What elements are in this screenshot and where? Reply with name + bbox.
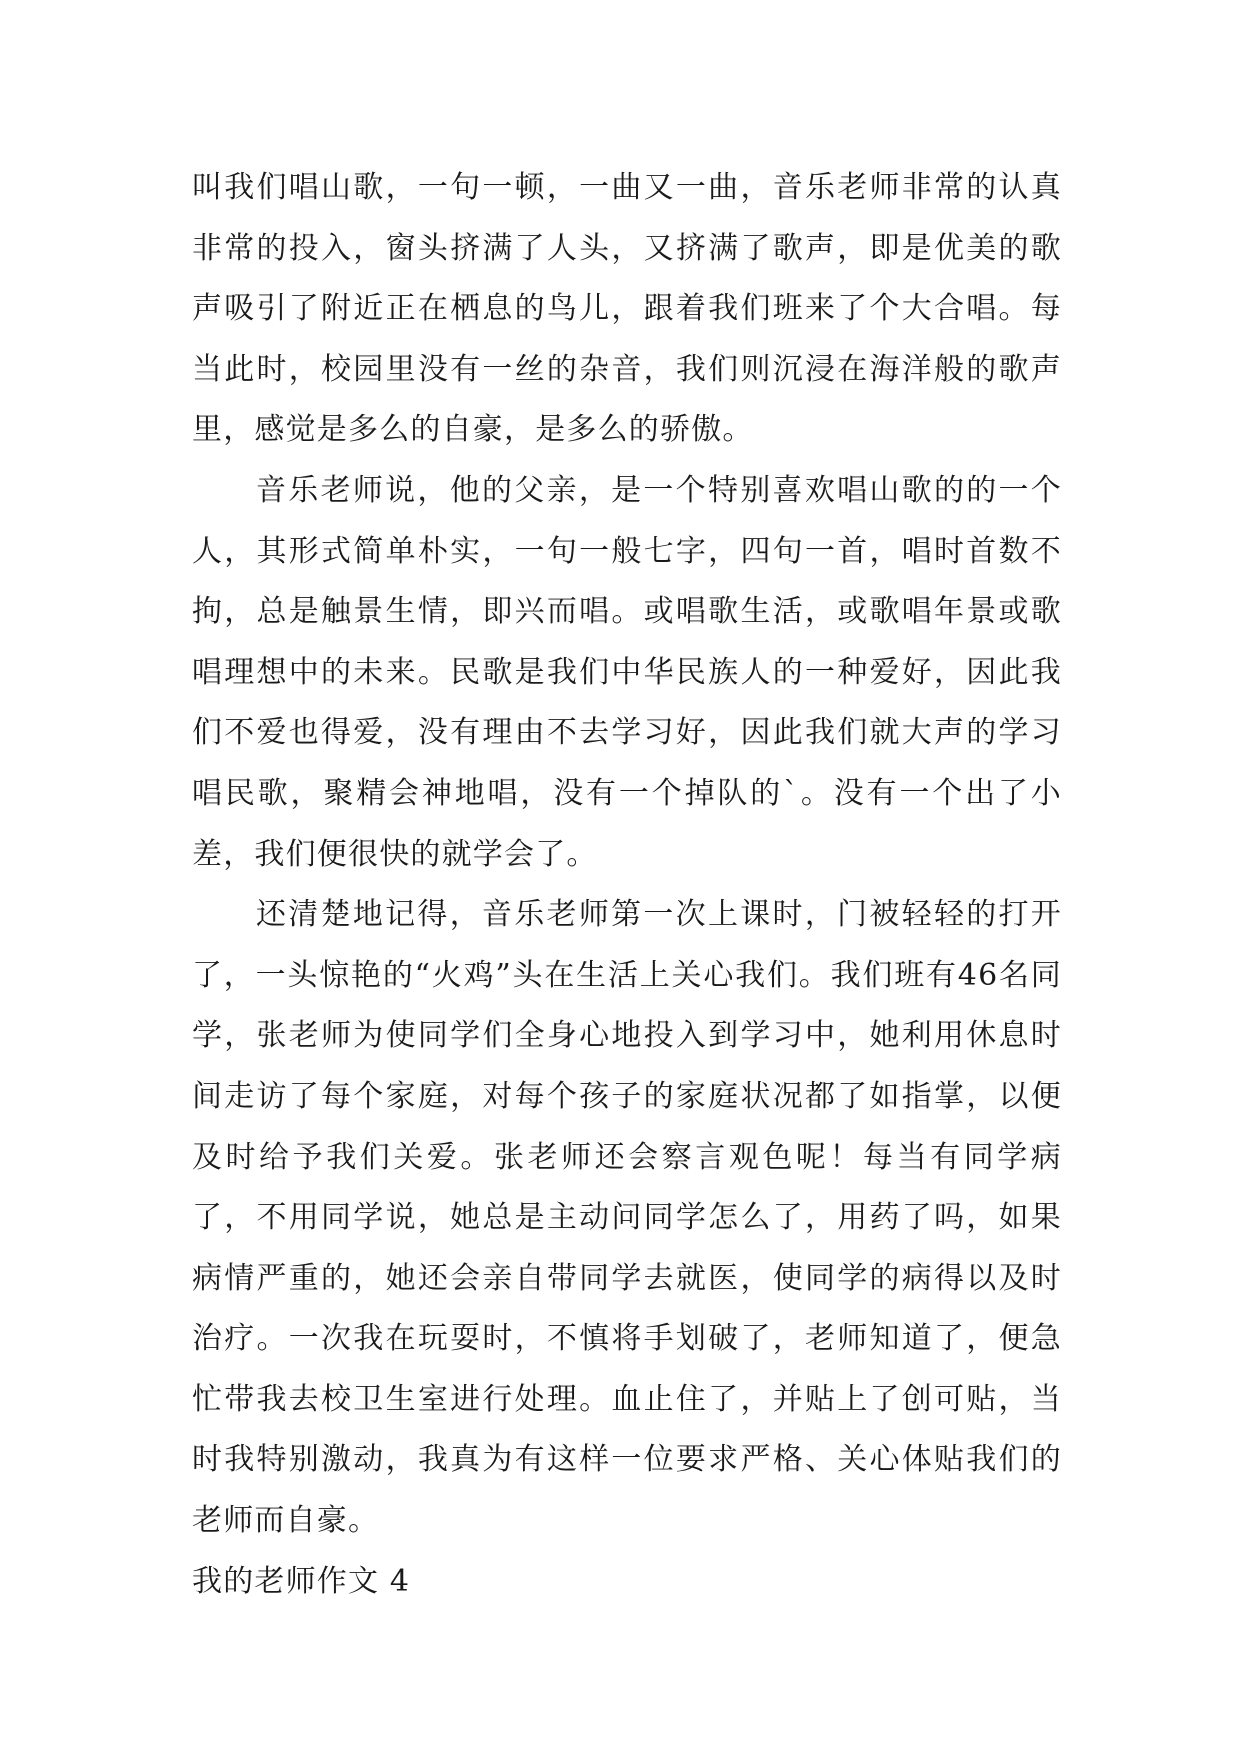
- paragraph-2: 音乐老师说，他的父亲，是一个特别喜欢唱山歌的的一个人，其形式简单朴实，一句一般七字，四句一首，唱时首数不拘，总是触景生情，即兴而唱。或唱歌生活，或歌唱年景或歌唱理想中的未来。民歌是我们中华民族人的一种爱好，因此我们不爱也得爱，没有理由不去学习好，因此我们就大声的学习唱民歌，聚精会神地唱，没有一个掉队的`。没有一个出了小差，我们便很快的就学会了。: [192, 472, 1062, 872]
- document-body: [192, 158, 1062, 1612]
- section-heading: 我的老师作文 4: [192, 1563, 411, 1599]
- paragraph-3: 还清楚地记得，音乐老师第一次上课时，门被轻轻的打开了，一头惊艳的“火鸡”头在生活上关心我们。我们班有46名同学，张老师为使同学们全身心地投入到学习中，她利用休息时间走访了每个家庭，对每个孩子的家庭状况都了如指掌，以便及时给予我们关爱。张老师还会察言观色呢！每当有同学病了，不用同学说，她总是主动问同学怎么了，用药了吗，如果病情严重的，她还会亲自带同学去就医，使同学的病得以及时治疗。一次我在玩耍时，不慎将手划破了，老师知道了，便急忙带我去校卫生室进行处理。血止住了，并贴上了创可贴，当时我特别激动，我真为有这样一位要求严格、关心体贴我们的老师而自豪。: [192, 897, 1062, 1539]
- paragraph-1: 叫我们唱山歌，一句一顿，一曲又一曲，音乐老师非常的认真非常的投入，窗头挤满了人头，又挤满了歌声，即是优美的歌声吸引了附近正在栖息的鸟儿，跟着我们班来了个大合唱。每当此时，校园里没有一丝的杂音，我们则沉浸在海洋般的歌声里，感觉是多么的自豪，是多么的骄傲。: [192, 170, 1062, 448]
